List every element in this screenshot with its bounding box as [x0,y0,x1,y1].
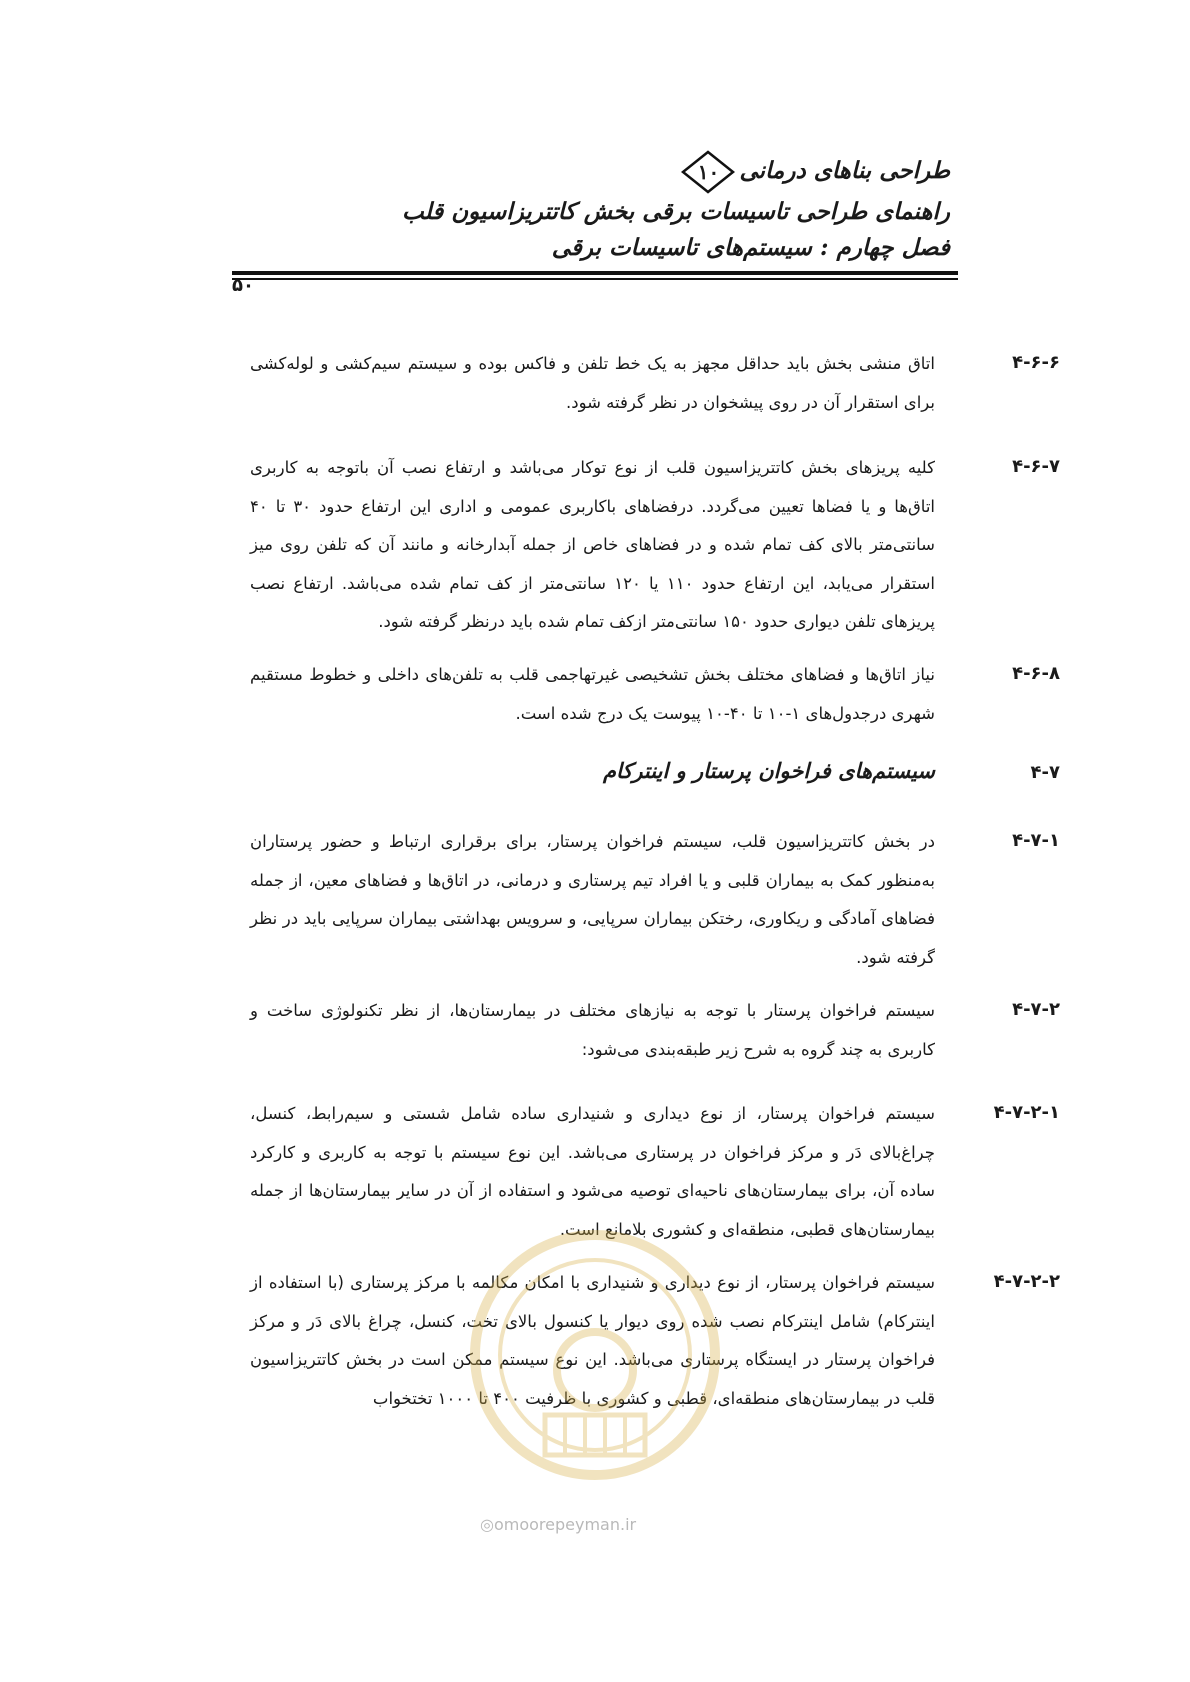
paragraph-number: ۴-۷-۲-۲ [993,1271,1060,1292]
chapter-title: فصل چهارم : سیستم‌های تاسیسات برقی [551,234,950,261]
paragraph-number: ۴-۷-۱ [1012,830,1060,851]
watermark-seal-icon [450,1210,740,1500]
section-title: سیستم‌های فراخوان پرستار و اینترکام [602,758,935,783]
paragraph-text: اتاق منشی بخش باید حداقل مجهز به یک خط تلفن و فاکس بوده و سیستم سیم‌کشی و لوله‌کشی برای استقرار آن در روی پیشخوان در نظر گرفته شود. [250,354,935,412]
paragraph-number: ۴-۶-۸ [1012,663,1060,684]
volume-badge [679,150,737,194]
paragraph-text: سیستم فراخوان پرستار با توجه به نیازهای مختلف در بیمارستان‌ها، از نظر تکنولوژی ساخت و کاربری به چند گروه به شرح زیر طبقه‌بندی می‌شود: [250,1001,935,1059]
page-number: ۵۰ [232,275,254,296]
section-number: ۴-۷ [1030,762,1060,783]
volume-badge-number: ۱۰ [697,160,720,184]
paragraph-text: در بخش کاتتریزاسیون قلب، سیستم فراخوان پرستار، برای برقراری ارتباط و حضور پرستاران به‌منظور کمک به بیماران قلبی و یا افراد تیم پرستاری و درمانی، در اتاق‌ها و فضاهای معین، از جمله فضاهای آمادگی و ریکاوری، رختکن بیماران سرپایی، و سرویس بهداشتی بیماران سرپایی باید در نظر گرفته شود. [250,832,935,967]
paragraph-text: نیاز اتاق‌ها و فضاهای مختلف بخش تشخیصی غیرتهاجمی قلب به تلفن‌های داخلی و خطوط مستقیم شهری درجدول‌های ۱-۱۰ تا ۴۰-۱۰ پیوست یک درج شده است. [250,665,935,723]
guide-title: راهنمای طراحی تاسیسات برقی بخش کاتتریزاسیون قلب [402,198,950,225]
watermark-url [480,1515,636,1534]
header-rule-thick [232,271,958,275]
header-rule-thin [232,278,958,280]
paragraph-number: ۴-۶-۷ [1012,456,1060,477]
book-title [230,150,950,194]
book-title-text: طراحی بناهای درمانی [739,157,950,184]
paragraph-text: کلیه پریزهای بخش کاتتریزاسیون قلب از نوع توکار می‌باشد و ارتفاع نصب آن باتوجه به کاربری اتاق‌ها و یا فضاها تعیین می‌گردد. درفضاهای باکاربری عمومی و اداری این ارتفاع حدود ۳۰ تا ۴۰ سانتی‌متر بالای کف تمام شده و در فضاهای خاص از جمله آبدارخانه و مانند آن که تلفن روی میز استقرار می‌یابد، این ارتفاع حدود ۱۱۰ یا ۱۲۰ سانتی‌متر از کف تمام شده می‌باشد. ارتفاع نصب پریزهای تلفن دیواری حدود ۱۵۰ سانتی‌متر ازکف تمام شده باید درنظر گرفته شود. [250,458,935,631]
watermark-url-text: omoorepeyman.ir [493,1515,637,1534]
watermark-logo-icon: ◎ [480,1515,494,1534]
paragraph-text: سیستم فراخوان پرستار، از نوع دیداری و شنیداری با امکان مکالمه با مرکز پرستاری (با استفاده از اینترکام) شامل اینترکام نصب شده روی دیوار یا کنسول بالای تخت، کنسل، چراغ بالای دَر و مرکز فراخوان پرستار در ایستگاه پرستاری می‌باشد. این نوع سیستم ممکن است در بخش کاتتریزاسیون قلب در بیمارستان‌های منطقه‌ای، قطبی و کشوری با ظرفیت ۴۰۰ تا ۱۰۰۰ تختخواب [250,1273,935,1408]
paragraph-number: ۴-۷-۲ [1012,999,1060,1020]
paragraph-number: ۴-۶-۶ [1012,352,1060,373]
paragraph-text: سیستم فراخوان پرستار، از نوع دیداری و شنیداری ساده شامل شستی و سیم‌رابط، کنسل، چراغ‌بالای دَر و مرکز فراخوان در پرستاری می‌باشد. این نوع سیستم با توجه به کاربری و کارکرد ساده آن، برای بیمارستان‌های ناحیه‌ای توصیه می‌شود و استفاده از آن در سایر بیمارستان‌ها از جمله بیمارستان‌های قطبی، منطقه‌ای و کشوری بلامانع است. [250,1104,935,1239]
page-header [230,150,950,266]
paragraph-number: ۴-۷-۲-۱ [993,1102,1060,1123]
